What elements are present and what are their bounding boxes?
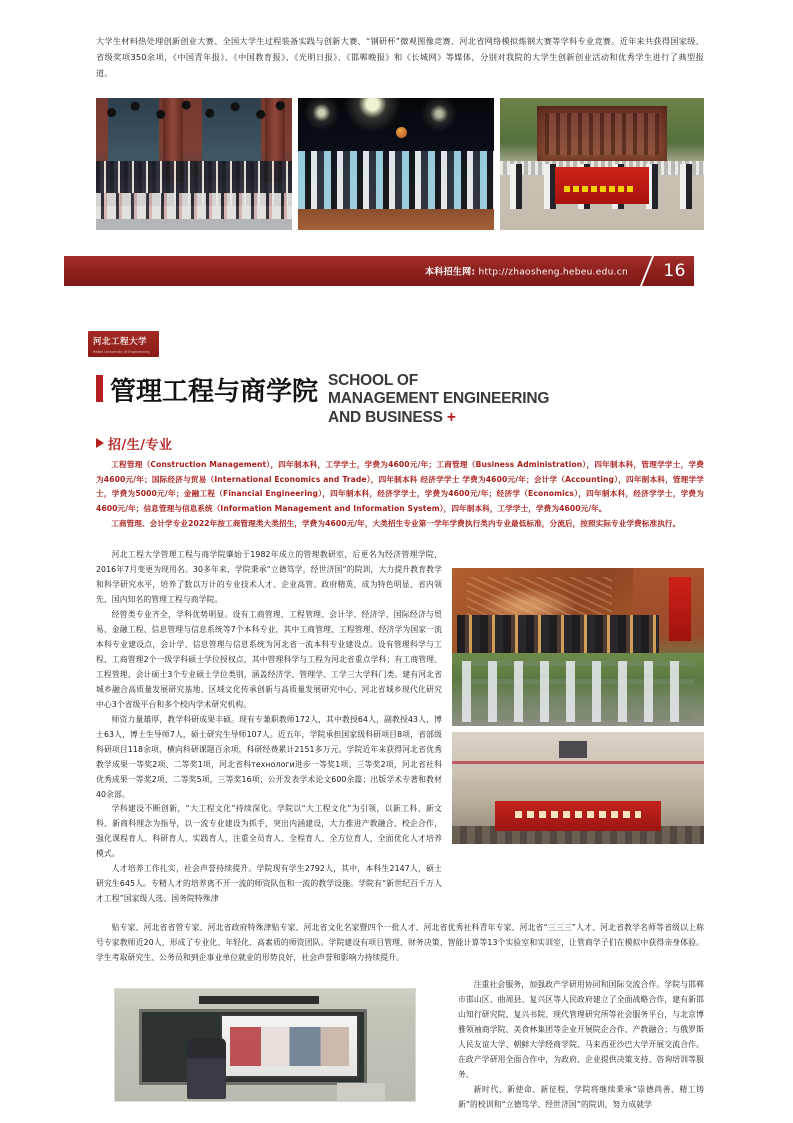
body-paragraph-4: 学科建设不断创新，“大工程文化”持续深化。学院以“大工程文化”为引领，以新工科、新文科、新商科理念为指导，以一流专业建设为抓手，突出内涵建设，大力推进产教融合、校企合作，强化课程育人、科研育人、实践育人，注重全员育人、全程育人、全方位育人，全面优化人才培养模式。	[96, 804, 442, 859]
admissions-website-label: 本科招生网:	[424, 267, 476, 278]
majors-section-heading-label: 招/生/专业	[108, 438, 173, 453]
majors-paragraph-1: 工程管理（Construction Management），四年制本科，工学学士，学费为4600元/年；工商管理（Business Administration），四年制本科，管理学学士，学费为4600元/年；国际经济与贸易（International Economics and Trade），四年制本科 经济学学士 学费为4600元/年；会计学（Accounting），四年制本科，管理学学士，学费为5000元/年；金融工程（Financial Engineering），四年制本科，经济学学士，学费为4600元/年；经济学（Economics），四年制本科，经济学学士，学费为4600元/年；信息管理与信息系统（Information Management and Information System），四年制本科，工学学士，学费为4600元/年。	[96, 460, 704, 513]
department-header	[96, 372, 696, 428]
university-logo-en-name: Hebei University of Engineering	[93, 350, 150, 354]
photo-detail	[537, 106, 668, 161]
photo-detail	[559, 741, 587, 758]
basketball-game-photo	[298, 98, 494, 230]
graduation-group-photo	[96, 98, 292, 230]
admissions-website-url: http://zhaosheng.hebeu.edu.cn	[478, 267, 628, 278]
title-accent-bar	[96, 375, 103, 402]
department-description-left-column	[96, 548, 442, 907]
photo-detail	[220, 1014, 359, 1078]
photo-detail	[495, 801, 661, 830]
photo-detail	[199, 996, 319, 1004]
smart-classroom-photo	[114, 988, 416, 1102]
top-photo-strip	[96, 98, 704, 230]
majors-paragraph-2: 工商管理、会计学专业2022年按工商管理类大类招生，学费为4600元/年，大类招生专业第一学年学费执行类内专业最低标准，分流后，按照实际专业学费标准执行。	[111, 519, 681, 529]
university-logo	[88, 331, 159, 357]
majors-list	[96, 458, 704, 532]
page-footer-bar	[64, 256, 694, 286]
page-number: 16	[663, 261, 686, 281]
body-paragraph-2: 经管类专业齐全，学科优势明显。设有工商管理、工程管理、会计学、经济学、国际经济与贸易、金融工程、信息管理与信息系统等7个本科专业，其中工商管理、工程管理、经济学为国家一流本科专业建设点，会计学、信息管理与信息系统为河北省一流本科专业建设点。设有管理科学与工程、工商管理2个一级学科硕士学位授权点，其中管理科学与工程为河北省重点学科；有工商管理、工程管理、会计硕士3个专业硕士学位类别，涵盖经济学、管理学、工学三大学科门类。建有河北省城乡融合高质量发展研究基地、区域文化传承创新与高质量发展研究中心、河北省城乡现代化研究中心3个省级平台和多个校内学术研究机构。	[96, 609, 442, 709]
photo-detail	[298, 151, 494, 212]
body-paragraph-1: 河北工程大学管理工程与商学院肇始于1982年成立的管理教研室，后更名为经济管理学院，2016年7月变更为现用名。30多年来，学院秉承“立德笃学，经世济国”的院训，大力提升教育教学和科学研究水平，培养了数以万计的专业技术人才、企业高管、政府精英，成为特色明显、省内领先、国内知名的管理工程与商学院。	[96, 550, 442, 604]
exhibition-model-hall-photo	[452, 568, 704, 726]
photo-detail	[96, 193, 292, 219]
department-title-en	[328, 372, 688, 427]
department-description-full-width	[96, 921, 704, 966]
department-title-cn: 管理工程与商学院	[110, 377, 319, 407]
department-title-en-line1: SCHOOL OF	[328, 372, 419, 389]
photo-detail	[452, 653, 704, 726]
body-paragraph-7: 注重社会服务，加强政产学研用协同和国际交流合作。学院与邯郸市邯山区、曲周县、复兴区等人民政府建立了全面战略合作，建有新邯山知行研究院、复兴书院、现代管理研究所等社会服务平台，与北京博雅领袖商学院、美食林集团等企业开展院企合作、产教融合；与俄罗斯人民友谊大学、朝鲜大学经商学院、马来西亚沙巴大学开展交流合作。在政产学研用全面合作中，为政府、企业提供决策支持、咨询培训等服务。	[458, 980, 704, 1079]
photo-detail	[669, 577, 692, 640]
photo-detail	[452, 761, 704, 764]
photo-detail	[555, 167, 649, 204]
auditorium-stage-photo	[452, 732, 704, 844]
department-title-en-line3: AND BUSINESS	[328, 408, 443, 426]
majors-section-heading	[96, 434, 173, 453]
body-paragraph-5: 人才培养工作扎实，社会声誉持续提升。学院现有学生2792人，其中，本科生2147人，硕士研究生645人。专精人才的培养离不开一流的师资队伍和一流的教学设施。学院有“新世纪百千万人才工程”国家级人选、国务院特殊津	[96, 864, 442, 904]
body-paragraph-6: 贴专家、河北省省管专家、河北省政府特殊津贴专家、河北省文化名家暨四个一批人才、河北省优秀社科青年专家、河北省“三三三”人才、河北省教学名师等省级以上称号专家教师近20人，形成了专业化、年轻化、高素质的师资团队。学院建设有项目管理、财务决策、智能计算等13个实验室和实训室，让管商学子们在模拟中获得亲身体验。学生考取研究生、公务员和到企事业单位就业的形势良好，社会声誉和影响力持续提升。	[96, 923, 704, 962]
university-logo-cn-name: 河北工程大学	[93, 337, 148, 347]
photo-detail	[96, 101, 292, 130]
photo-detail	[396, 127, 407, 138]
footer-slash-divider	[640, 256, 654, 286]
triangle-bullet-icon	[96, 438, 104, 448]
students-red-banner-photo	[500, 98, 704, 230]
body-paragraph-8: 新时代、新使命、新征程，学院将继续秉承“崇德尚善、精工铸新”的校训和“立德笃学、经世济国”的院训，努力成就学	[458, 1084, 704, 1109]
department-title-en-line3-wrap	[328, 409, 688, 427]
photo-detail	[187, 1038, 226, 1098]
photo-detail	[337, 1083, 385, 1101]
admissions-website	[425, 265, 628, 278]
top-intro-paragraph: 大学生材料热处理创新创业大赛、全国大学生过程装备实践与创新大赛、“钢研杯”微观图像竞赛、河北省网络模拟炼钢大赛等学科专业竞赛。近年来共获得国家级、省级奖项350余项，《中国青年报》、《中国教育报》、《光明日报》、《邯郸晚报》和《长城网》等媒体，分别对我院的大学生创新创业活动和优秀学生进行了典型报道。	[96, 36, 704, 78]
department-title-en-line2: MANAGEMENT ENGINEERING	[328, 390, 550, 408]
body-paragraph-3: 师资力量雄厚，教学科研成果丰硕。现有专兼职教师172人，其中教授64人，副教授43人，博士63人，博士生导师7人，硕士研究生导师107人。近五年，学院承担国家级科研项目8项，省部级科研项目118余项，横向科研课题百余项，科研经费累计2151多万元。学院近年来获得河北省优秀教学成果一等奖2项、二等奖1项，河北省科технологи进步一等奖1项、三等奖2项，河北省社科优秀成果一等奖2项、二等奖5项，三等奖16项；公开发表学术论文600余篇；出版学术专著和教材40余部。	[96, 714, 442, 799]
department-description-right-column	[458, 978, 704, 1113]
plus-icon: +	[446, 408, 456, 426]
photo-detail	[298, 209, 494, 230]
